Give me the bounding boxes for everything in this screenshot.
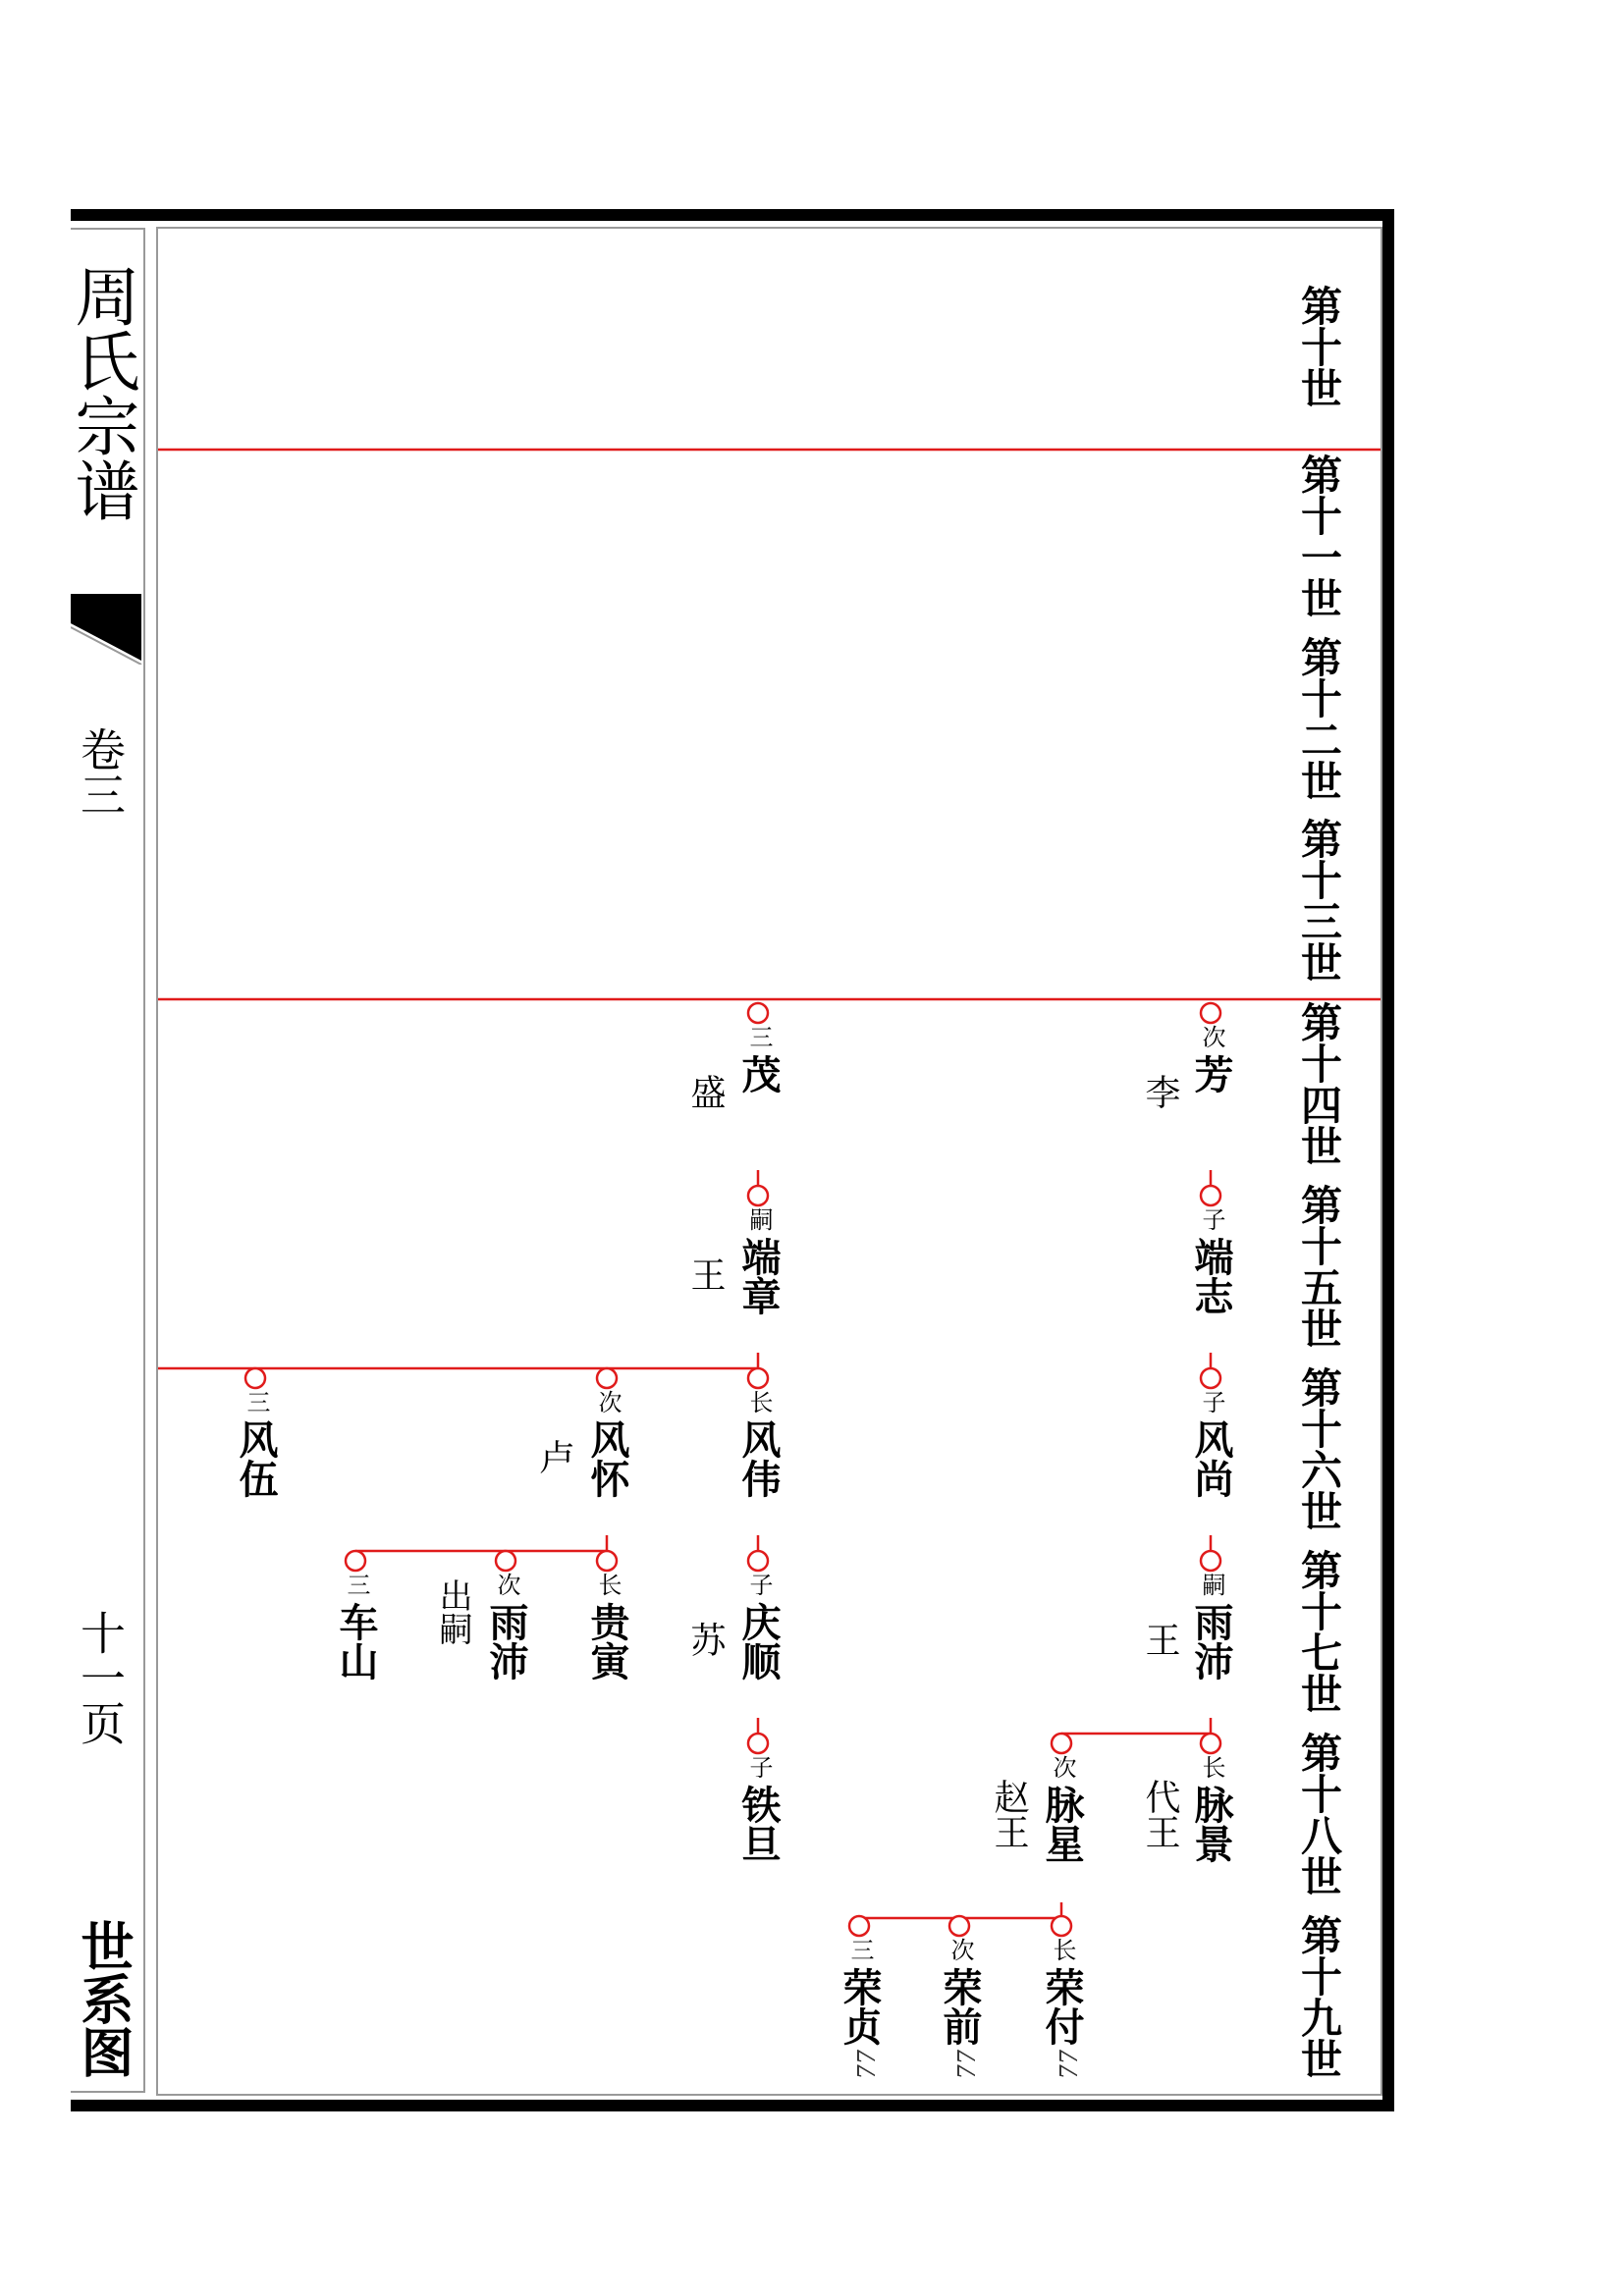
page-number: 十一页 — [74, 1610, 127, 1745]
spouse-name: 李 — [1140, 1074, 1180, 1109]
generation-label: 第十二世 — [1295, 636, 1343, 801]
rank-label: 子 — [1198, 1390, 1225, 1414]
person-name: 风怀 — [584, 1419, 630, 1498]
spouse-name: 代王 — [1140, 1779, 1180, 1849]
section-label: 世系图 — [73, 1919, 135, 2078]
person-name: 风伟 — [735, 1419, 782, 1498]
rank-label: 长 — [594, 1573, 622, 1596]
adoption-note: 出嗣 — [433, 1578, 472, 1645]
person-name: 荣前 — [937, 1967, 983, 2046]
rank-label: 三 — [243, 1390, 270, 1414]
generation-label: 第十七世 — [1295, 1549, 1343, 1714]
generation-note: 77 — [953, 2050, 981, 2080]
generation-label: 第十四世 — [1295, 1001, 1343, 1166]
book-title: 周氏宗谱 — [64, 263, 139, 522]
rank-label: 次 — [594, 1390, 622, 1414]
generation-label: 第十九世 — [1295, 1914, 1343, 2079]
spouse-name: 王 — [1140, 1622, 1180, 1657]
rank-label: 三 — [745, 1025, 773, 1048]
generation-label: 第十八世 — [1295, 1732, 1343, 1896]
rank-label: 子 — [1198, 1207, 1225, 1231]
person-name: 雨沛 — [483, 1602, 529, 1681]
rank-label: 子 — [745, 1573, 773, 1596]
spouse-name: 盛 — [685, 1074, 726, 1109]
generation-label: 第十六世 — [1295, 1366, 1343, 1531]
spouse-name: 赵王 — [989, 1779, 1029, 1849]
rank-label: 长 — [745, 1390, 773, 1414]
person-name: 端章 — [735, 1237, 782, 1315]
person-name: 端志 — [1188, 1237, 1234, 1315]
rank-label: 三 — [846, 1938, 874, 1961]
rank-label: 次 — [493, 1573, 520, 1596]
person-name: 风尚 — [1188, 1419, 1234, 1498]
generation-note: 77 — [853, 2050, 881, 2080]
rank-label: 长 — [1198, 1755, 1225, 1779]
rank-label: 三 — [343, 1573, 370, 1596]
person-name: 芳 — [1188, 1054, 1234, 1094]
person-name: 雨沛 — [1188, 1602, 1234, 1681]
person-name: 车山 — [333, 1602, 379, 1681]
rank-label: 次 — [947, 1938, 974, 1961]
rank-label: 次 — [1049, 1755, 1076, 1779]
spouse-name: 王 — [685, 1256, 726, 1292]
person-name: 脉景 — [1188, 1785, 1234, 1863]
person-name: 庆顺 — [735, 1602, 782, 1681]
generation-note: 77 — [1056, 2050, 1083, 2080]
generation-label: 第十世 — [1295, 285, 1343, 408]
person-name: 贵寅 — [584, 1602, 630, 1681]
spouse-name: 苏 — [685, 1622, 726, 1657]
person-name: 荣付 — [1039, 1967, 1085, 2046]
generation-label: 第十一世 — [1295, 454, 1343, 618]
rank-label: 子 — [745, 1755, 773, 1779]
rank-label: 嗣 — [1198, 1573, 1225, 1596]
volume-label: 卷三 — [74, 726, 127, 817]
spouse-name: 卢 — [534, 1439, 574, 1474]
person-name: 铁旦 — [735, 1785, 782, 1863]
generation-label: 第十五世 — [1295, 1184, 1343, 1349]
person-name: 风伍 — [233, 1419, 279, 1498]
rank-label: 次 — [1198, 1025, 1225, 1048]
person-name: 荣贞 — [837, 1967, 883, 2046]
generation-label: 第十三世 — [1295, 818, 1343, 983]
rank-label: 长 — [1049, 1938, 1076, 1961]
person-name: 茂 — [735, 1054, 782, 1094]
person-name: 脉星 — [1039, 1785, 1085, 1863]
rank-label: 嗣 — [745, 1207, 773, 1231]
